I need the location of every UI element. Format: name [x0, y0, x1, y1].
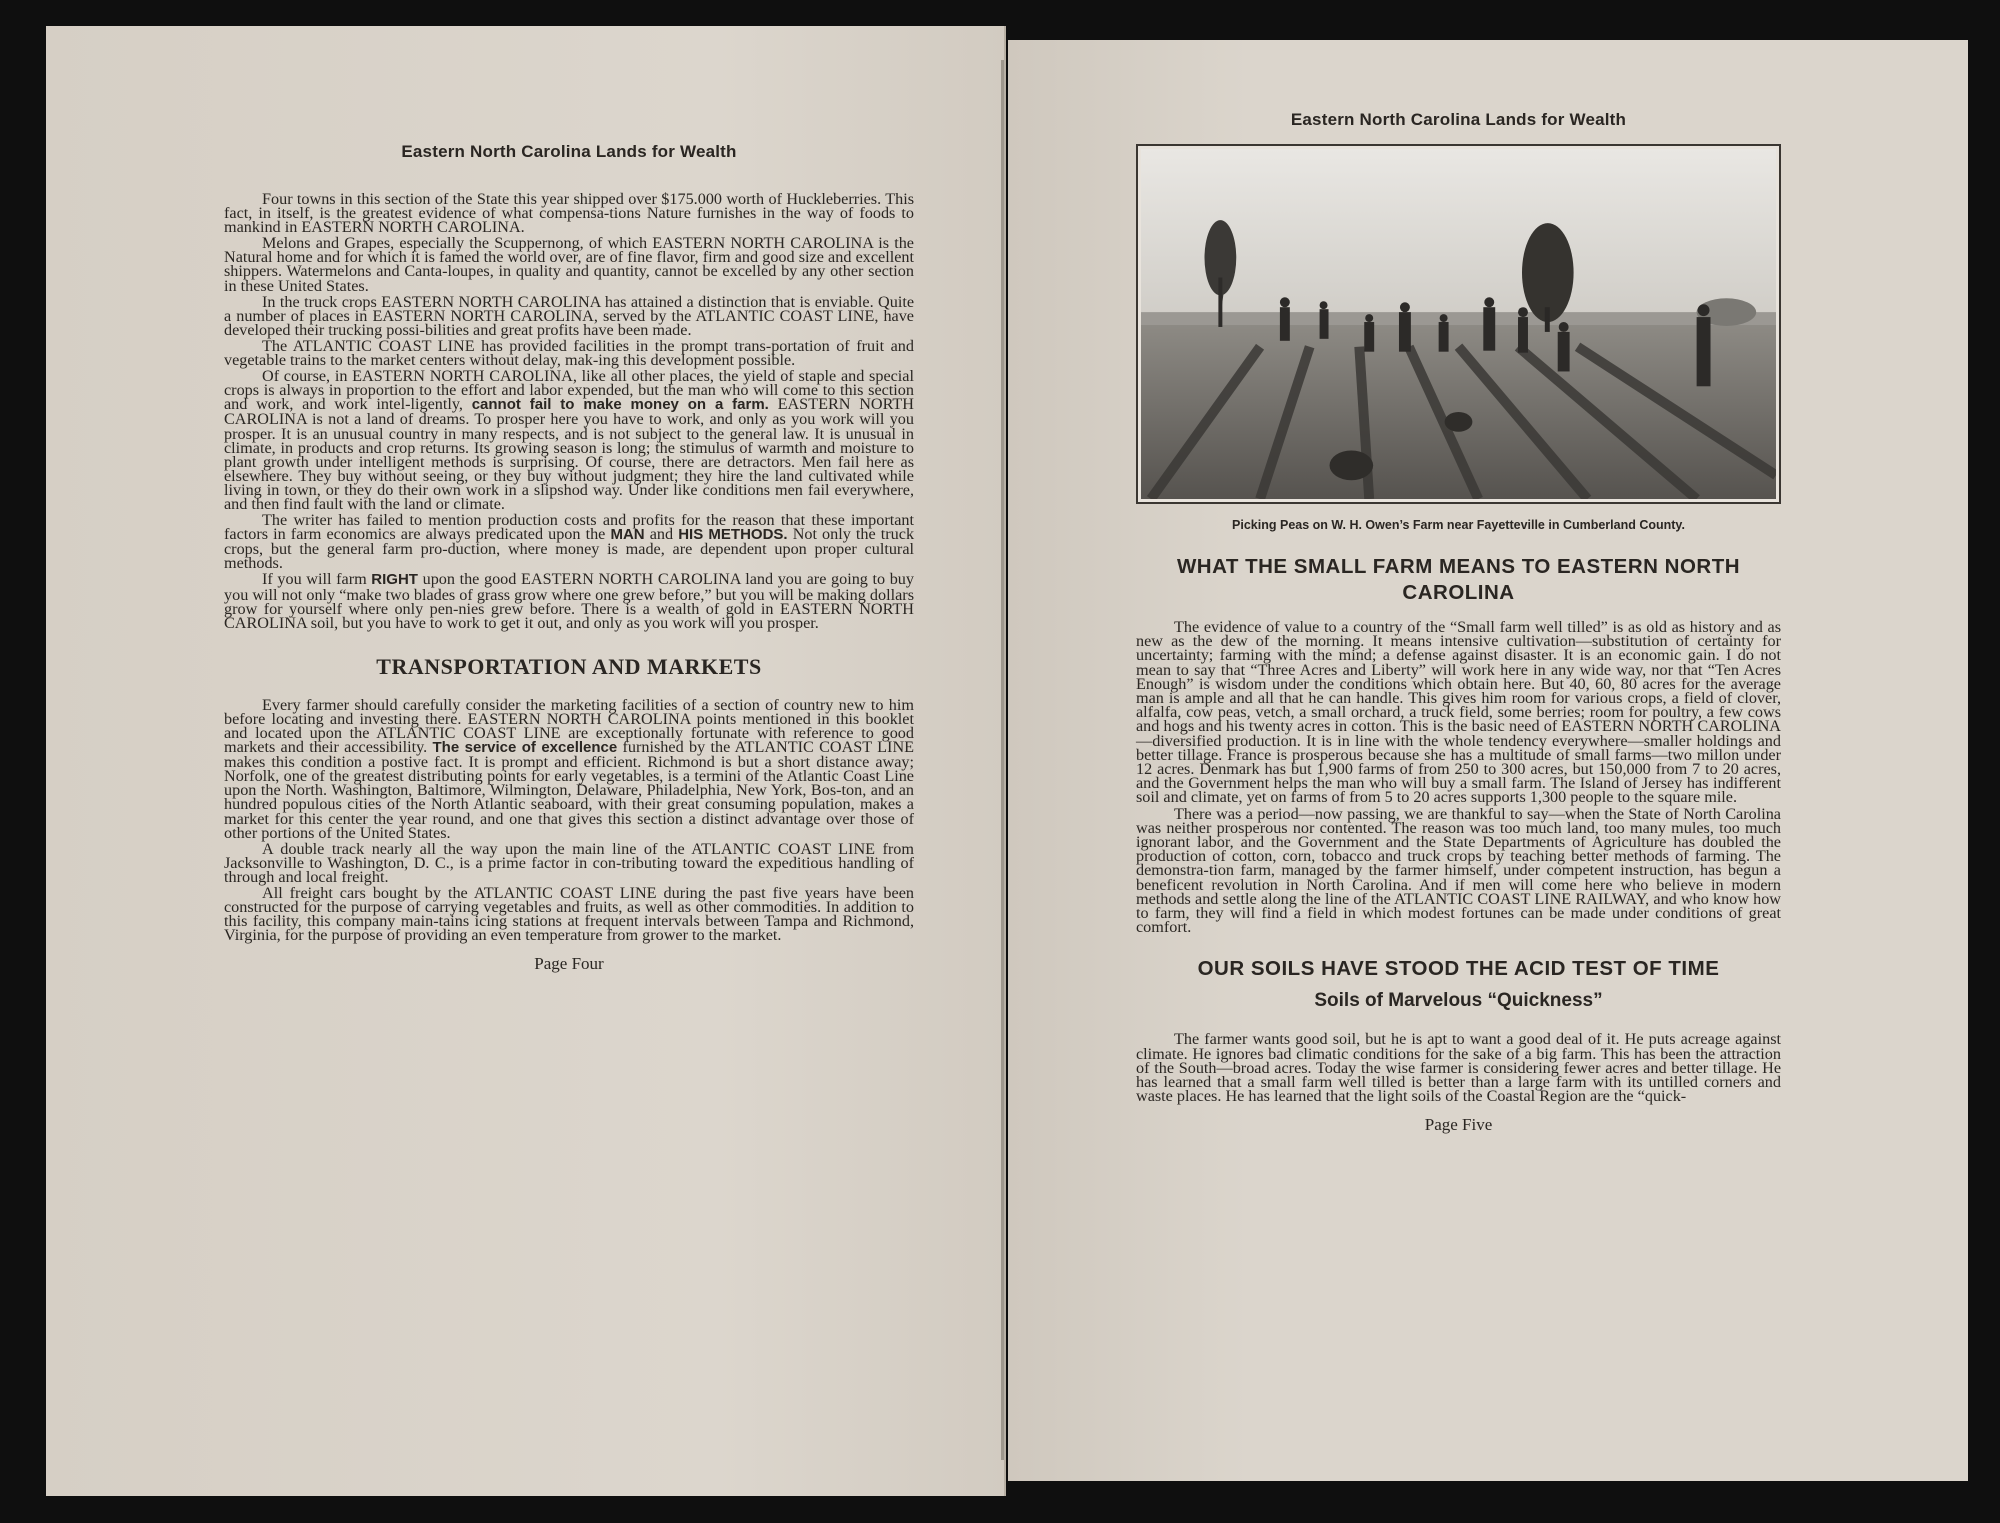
paragraph-melons-grapes: Melons and Grapes, especially the Scuppernong, of which EASTERN NORTH CAROLINA is the Natural home and for which it is famed the world over, are of fine flavor, firm and good size and excellent shippers. Watermelons and Canta-loupes, in quality and quantity, cannot be excelled by any other section in these United States. — [224, 234, 914, 295]
left-column — [224, 142, 914, 974]
right-page — [1008, 40, 1968, 1481]
text-run: upon the good EASTERN NORTH CAROLINA land you are going to buy you will not only “make two blades of grass grow where one grew before,” but you will be making dollars grow for yourself where only pen-nies grew before. There is a wealth of gold in EASTERN NORTH CAROLINA soil, but you have to work to get it out, and only as you work will you prosper. — [224, 570, 914, 632]
section-heading-transportation: TRANSPORTATION AND MARKETS — [376, 653, 762, 679]
paragraph-man-methods — [224, 511, 915, 573]
paragraph-work-prosper — [224, 369, 914, 511]
emphasis-text: HIS METHODS. — [678, 526, 788, 544]
photo-caption: Picking Peas on W. H. Owen’s Farm near Fayetteville in Cumberland County. — [1232, 518, 1685, 532]
paragraph-farm-right — [224, 570, 914, 632]
book-binding — [1001, 60, 1004, 1460]
emphasis-text: cannot fail to make money on a farm. — [471, 396, 769, 414]
page-number-left: Page Four — [534, 954, 604, 974]
emphasis-text: The service of excellence — [432, 739, 618, 757]
text-run: and — [649, 525, 674, 544]
paragraph-double-track: A double track nearly all the way upon the main line of the ATLANTIC COAST LINE from Jacksonville to Washington, D. C., is a prime factor in con-tributing toward the expeditious handling of through and local freight. — [224, 839, 914, 886]
emphasis-text: MAN — [610, 526, 645, 544]
section-subheading-quickness: Soils of Marvelous “Quickness” — [1314, 990, 1603, 1012]
left-page — [46, 26, 1006, 1496]
paragraph-acl-facilities: The ATLANTIC COAST LINE has provided facilities in the prompt trans-portation of fruit and vegetable trains to the market centers without delay, mak-ing this development possible. — [224, 336, 914, 370]
text-run: furnished by the ATLANTIC COAST LINE makes this condition a postive fact. It is prompt and efficient. Richmond is but a short distance away; Norfolk, one of the greatest distributing points for early vegetables, is a termini of the Atlantic Coast Line upon the North. Washington, Baltimore, Wilmington, Delaware, Philadelphia, New York, Bos-ton, and an hundred populous cities of the North Atlantic seaboard, with their great consuming population, makes a market for this center the year round, and one that gives this section a distinct advantage over those of other portions of the United States. — [224, 738, 915, 842]
text-run: Not only the truck crops, but the general farm pro-duction, where money is made, are dependent upon proper cultural methods. — [224, 525, 915, 573]
page-number-right: Page Five — [1424, 1115, 1493, 1135]
text-run: The writer has failed to mention production costs and profits for the reason that these important factors in farm economics are always predicated upon the — [224, 511, 914, 544]
farm-photo — [1136, 144, 1781, 504]
text-run: Every farmer should carefully consider the marketing facilities of a section of country new to him before locating and investing there. EASTERN NORTH CAROLINA points mentioned in this booklet and located upon the ATLANTIC COAST LINE are exceptionally fortunate with reference to good markets and their accessibility. — [224, 695, 914, 757]
paragraph-marketing — [224, 695, 915, 842]
section-heading-acid-test: OUR SOILS HAVE STOOD THE ACID TEST OF TIME — [1197, 957, 1720, 981]
running-head-left: Eastern North Carolina Lands for Wealth — [401, 142, 737, 161]
paragraph-freight-cars: All freight cars bought by the ATLANTIC COAST LINE during the past five years have been constructed for the purpose of carrying vegetables and fruits, as well as other commodities. In addition to this facility, this company main-tains icing stations at frequent intervals between Tampa and Richmond, Virginia, for the purpose of providing an even temperature from grower to the market. — [224, 884, 914, 945]
text-run: Of course, in EASTERN NORTH CAROLINA, like all other places, the yield of staple and special crops is always in proportion to the effort and labor expended, but the man who will come to this section and work, and work intel-ligently, — [224, 367, 914, 414]
text-run: If you will farm — [262, 570, 367, 589]
right-column — [1136, 110, 1781, 1135]
paragraph-period: There was a period—now passing, we are thankful to say—when the State of North Carolina was neither prosperous nor contented. The reason was too much land, too many mules, too much ignorant labor, and the Government and the State Departments of Agriculture has doubled the production of cotton, corn, tobacco and truck crops by teaching better methods of farming. The demonstra-tion farm, managed by the farmer himself, under competent instruction, has begun a beneficent revolution in North Carolina. And if men will come here who believe in modern methods and settle along the line of the ATLANTIC COAST LINE RAILWAY, and who know how to farm, they will find a field in which modest fortunes can be made under conditions of great comfort. — [1136, 804, 1781, 937]
paragraph-soil: The farmer wants good soil, but he is apt to want a good deal of it. He puts acreage against climate. He ignores bad climatic conditions for the sake of a big farm. This has been the attraction of the South—broad acres. Today the wise farmer is considering fewer acres and better tillage. He has learned that a small farm well tilled is better than a large farm with its untilled corners and waste places. He has learned that the light soils of the Coastal Region are the “quick- — [1136, 1030, 1781, 1106]
paragraph-small-farm: The evidence of value to a country of the “Small farm well tilled” is as old as history and as new as the dew of the morning. It means intensive cultivation—substitution of certainty for uncertainty; farming with the mind; a defense against disaster. It is an economic gain. I do not mean to say that “Three Acres and Liberty” will work here in any wide way, nor that “Ten Acres Enough” is wisdom under the conditions which obtain here. But 40, 60, 80 acres for the average man is ample and all that he can handle. This gives him room for various crops, a field of clover, alfalfa, cow peas, vetch, a small orchard, a truck field, some berries; room for poultry, a few cows and hogs and his twenty acres in cotton. This is the basic need of EASTERN NORTH CAROLINA—diversified production. It is in line with the whole tendency everywhere—smaller holdings and better tillage. France is prosperous because she has a multitude of small farms—two millon under 12 acres. Denmark has but 1,900 farms of from 250 to 300 acres, but 150,000 from 7 to 20 acres, and the Government helps the man who will buy a small farm. The Island of Jersey has indifferent soil and climate, yet on farms of from 5 to 20 acres supports 1,300 people to the square mile. — [1136, 618, 1781, 807]
emphasis-text: RIGHT — [371, 571, 418, 589]
paragraph-truck-crops: In the truck crops EASTERN NORTH CAROLINA has attained a distinction that is enviable. Quite a number of places in EASTERN NORTH CAROLINA, served by the ATLANTIC COAST LINE, have developed their trucking possi-bilities and great profits have been made. — [224, 292, 914, 339]
section-heading-small-farm: WHAT THE SMALL FARM MEANS TO EASTERN NORTH CAROLINA — [1176, 555, 1741, 604]
text-run: EASTERN NORTH CAROLINA is not a land of dreams. To prosper here you have to work, and only as you work will you prosper. It is an unusual country in many respects, and is not subject to the general law. It is unusual in climate, in products and crop returns. Its growing season is long; the stimulus of warmth and moisture to plant growth under intelligent methods is surprising. Of course, there are detractors. Men fail here as elsewhere. They buy without seeing, or they buy without judgment; they hire the land cultivated while living in town, or they do their own work in a slipshod way. Under like conditions men fail everywhere, and then find fault with the land or climate. — [224, 395, 914, 513]
farm-photo-image — [1141, 149, 1776, 499]
paragraph-huckleberries: Four towns in this section of the State this year shipped over $175.000 worth of Huckleberries. This fact, in itself, is the greatest evidence of what compensa-tions Nature furnishes in the way of foods to mankind in EASTERN NORTH CAROLINA. — [224, 190, 914, 237]
running-head-right: Eastern North Carolina Lands for Wealth — [1290, 110, 1627, 129]
